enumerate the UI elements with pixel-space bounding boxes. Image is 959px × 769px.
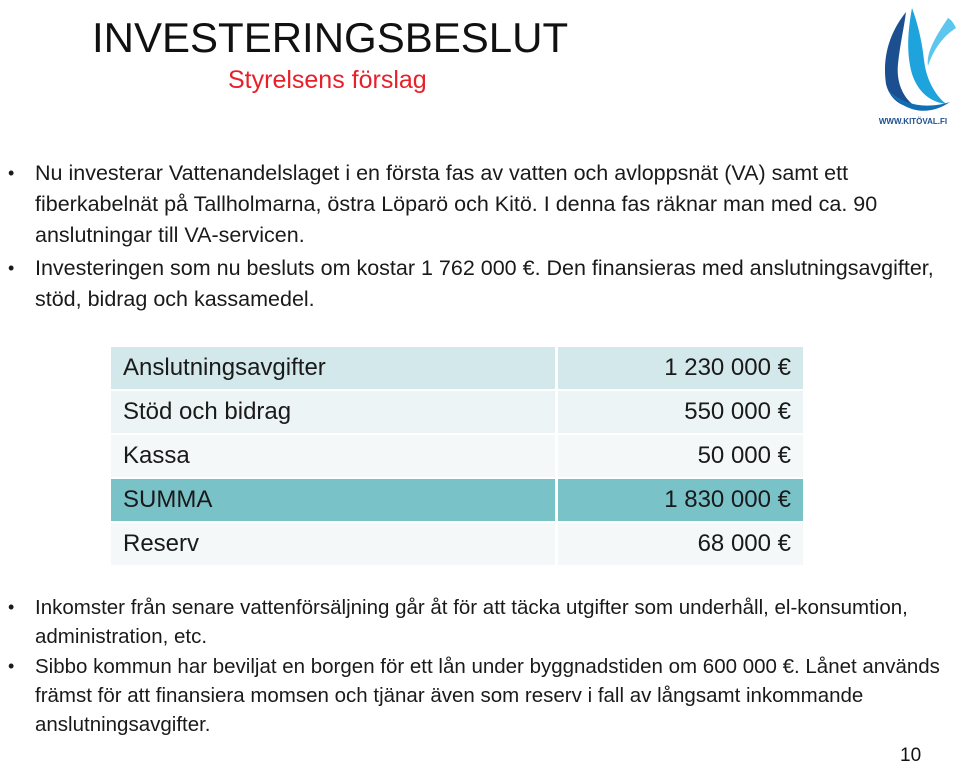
table-row <box>111 523 803 565</box>
bullet-text: Sibbo kommun har beviljat en borgen för ett lån under byggnadstiden om 600 000 €. Lånet används främst för att finansiera momsen och tjänar även som reserv i fall av långsamt inkommande anslutningsavgifter. <box>35 655 940 736</box>
row-amount: 68 000 € <box>558 523 803 565</box>
slide-title: INVESTERINGSBESLUT <box>92 14 569 61</box>
financing-table <box>111 345 803 567</box>
bullet-text: Inkomster från senare vattenförsäljning går åt för att täcka utgifter som underhåll, el-konsumtion, administration, etc. <box>35 596 908 648</box>
top-bullet-list <box>0 158 959 317</box>
table-row <box>111 391 803 433</box>
bullet-item <box>0 652 959 739</box>
bullet-dot-icon: • <box>8 258 15 278</box>
table-row <box>111 435 803 477</box>
bullet-item <box>0 593 959 651</box>
bullet-dot-icon: • <box>8 163 15 183</box>
bullet-dot-icon: • <box>8 656 15 676</box>
row-amount: 1 230 000 € <box>558 347 803 389</box>
bullet-dot-icon: • <box>8 597 15 617</box>
row-amount: 550 000 € <box>558 391 803 433</box>
logo-text: WWW.KITÖVAL.FI <box>878 117 948 126</box>
page-number: 10 <box>900 745 922 766</box>
slide-subtitle: Styrelsens förslag <box>228 66 427 94</box>
row-amount: 1 830 000 € <box>558 479 803 521</box>
row-label: Stöd och bidrag <box>111 391 558 433</box>
row-label: Kassa <box>111 435 558 477</box>
row-amount: 50 000 € <box>558 435 803 477</box>
bottom-bullet-list <box>0 593 959 740</box>
bullet-text: Nu investerar Vattenandelslaget i en första fas av vatten och avloppsnät (VA) samt ett fiberkabelnät på Tallholmarna, östra Löparö och Kitö. I denna fas räknar man med ca. 90 anslutningar till VA-servicen. <box>35 161 878 247</box>
bullet-item <box>0 253 959 315</box>
bullet-text: Investeringen som nu besluts om kostar 1 762 000 €. Den finansieras med anslutningsavgifter, stöd, bidrag och kassamedel. <box>35 256 934 311</box>
table-row <box>111 347 803 389</box>
row-label: SUMMA <box>111 479 558 521</box>
row-label: Anslutningsavgifter <box>111 347 558 389</box>
row-label: Reserv <box>111 523 558 565</box>
kitoval-logo <box>868 4 958 128</box>
table-row-total <box>111 479 803 521</box>
kitoval-logo-icon <box>868 4 958 128</box>
bullet-item <box>0 158 959 251</box>
